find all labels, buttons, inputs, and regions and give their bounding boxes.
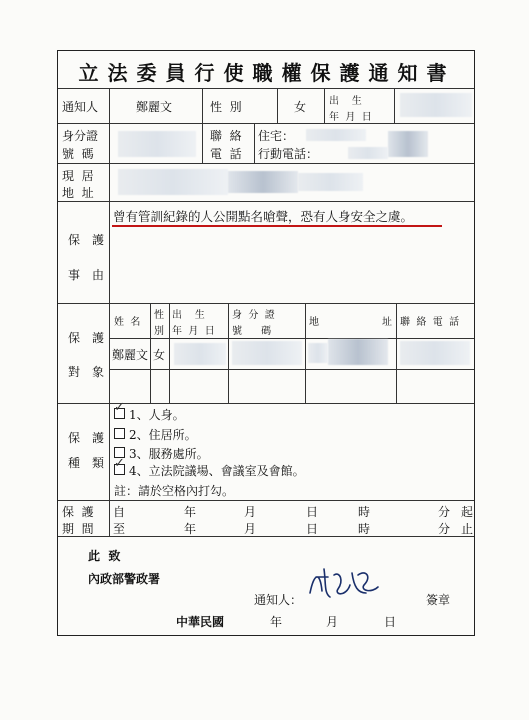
address-label-top: 現 居 — [62, 169, 94, 183]
signature-label: 通知人： — [254, 593, 303, 607]
period-from-hour: 時 — [358, 505, 371, 519]
target-label-3: 對 — [68, 365, 81, 379]
divider — [202, 123, 203, 163]
divider — [58, 201, 474, 202]
reason-text: 曾有管訓紀錄的人公開點名嗆聲，恐有人身安全之虞。 — [113, 209, 414, 224]
period-label-top: 保 護 — [62, 505, 94, 519]
check-mark-icon: ✓ — [114, 400, 125, 415]
period-from-month: 月 — [244, 505, 257, 519]
redacted-target-phone — [400, 341, 470, 365]
target-label-4: 象 — [92, 365, 105, 379]
reason-label-1: 保 — [68, 233, 81, 247]
period-to-month: 月 — [244, 522, 257, 536]
period-to-hour: 時 — [358, 522, 371, 536]
home-phone-label: 住宅： — [258, 129, 295, 143]
reason-label-3: 事 — [68, 268, 81, 282]
type-label-4: 類 — [92, 456, 105, 470]
redacted-target-address — [308, 343, 328, 363]
period-from-minute: 分 — [438, 505, 451, 519]
recipient: 內政部警政署 — [88, 572, 161, 586]
date-month: 月 — [326, 615, 339, 629]
redacted-id — [118, 131, 196, 157]
phone-label-top: 聯 絡 — [210, 129, 242, 143]
date-year: 年 — [270, 615, 283, 629]
col-header-phone: 聯 絡 電 話 — [400, 317, 460, 328]
period-from-word: 自 — [113, 505, 126, 519]
divider — [58, 500, 474, 501]
gender-value: 女 — [294, 100, 307, 114]
notification-form — [57, 50, 475, 636]
period-label-bottom: 期 間 — [62, 522, 94, 536]
divider — [109, 88, 110, 536]
type-option-4: 4、立法院議場、會議室及會館。 — [129, 464, 305, 478]
target-name: 鄭麗文 — [112, 348, 149, 362]
closing: 此 致 — [88, 549, 121, 563]
divider — [150, 303, 151, 403]
period-to-end: 止 — [461, 522, 474, 536]
id-label-top: 身分證 — [62, 129, 99, 143]
target-label-1: 保 — [68, 331, 81, 345]
period-from-start: 起 — [461, 505, 474, 519]
col-header-birth-bottom: 年 月 日 — [172, 326, 215, 337]
id-label-bottom: 號 碼 — [62, 147, 94, 161]
divider — [58, 303, 474, 304]
divider — [305, 303, 306, 403]
type-option-1: 1、人身。 — [129, 408, 185, 422]
col-header-id-bottom: 號 碼 — [232, 326, 272, 337]
birth-label-top: 出 生 — [329, 96, 362, 107]
col-header-id-top: 身 分 證 — [232, 310, 275, 321]
type-label-2: 護 — [92, 431, 105, 445]
redacted-target-address — [328, 339, 388, 365]
check-mark-icon: ✓ — [114, 456, 125, 471]
divider — [169, 303, 170, 403]
period-to-day: 日 — [306, 522, 319, 536]
type-option-3: 3、服務處所。 — [129, 447, 209, 461]
divider — [396, 303, 397, 403]
col-header-address-right: 址 — [382, 317, 392, 328]
period-from-day: 日 — [306, 505, 319, 519]
divider — [109, 369, 474, 370]
divider — [202, 88, 203, 123]
col-header-address-left: 地 — [309, 317, 319, 328]
form-title: 立法委員行使職權保護通知書 — [78, 61, 456, 85]
redacted-address — [118, 169, 228, 195]
redacted-mobile-phone — [348, 147, 388, 159]
period-to-year: 年 — [184, 522, 197, 536]
redacted-target-birth — [174, 343, 226, 365]
type-checkbox-2[interactable] — [114, 428, 125, 439]
target-label-2: 護 — [92, 331, 105, 345]
period-to-word: 至 — [113, 522, 126, 536]
col-header-birth-top: 出 生 — [172, 310, 205, 321]
signature-stamp-label: 簽章 — [426, 593, 451, 607]
divider — [394, 88, 395, 123]
type-note: 註：請於空格內打勾。 — [114, 484, 235, 498]
address-label-bottom: 地 址 — [62, 186, 94, 200]
redacted-home-phone — [306, 129, 366, 141]
divider — [58, 123, 474, 124]
redacted-target-id — [232, 341, 302, 365]
gender-label: 性 別 — [210, 100, 242, 114]
handwritten-signature — [306, 563, 384, 605]
date-era: 中華民國 — [176, 615, 225, 629]
reason-label-2: 護 — [92, 233, 105, 247]
type-label-1: 保 — [68, 431, 81, 445]
period-from-year: 年 — [184, 505, 197, 519]
redacted-address — [298, 173, 363, 191]
redacted-address — [228, 171, 298, 193]
birth-label-bottom: 年 月 日 — [329, 112, 372, 123]
divider — [324, 88, 325, 123]
divider — [109, 338, 474, 339]
target-gender: 女 — [153, 348, 166, 362]
type-option-2: 2、住居所。 — [129, 428, 197, 442]
mobile-phone-label: 行動電話： — [258, 147, 319, 161]
divider — [228, 303, 229, 403]
divider — [254, 123, 255, 163]
redacted-birthdate — [400, 93, 472, 117]
date-day: 日 — [384, 615, 397, 629]
notifier-label: 通知人 — [62, 100, 99, 114]
type-label-3: 種 — [68, 456, 81, 470]
col-header-gender-bottom: 別 — [154, 326, 164, 337]
red-underline — [112, 225, 442, 227]
notifier-name: 鄭麗文 — [136, 100, 173, 114]
phone-label-bottom: 電 話 — [210, 147, 242, 161]
col-header-name: 姓 名 — [114, 317, 141, 328]
reason-label-4: 由 — [92, 268, 105, 282]
divider — [58, 163, 474, 164]
divider — [58, 88, 474, 89]
period-to-minute: 分 — [438, 522, 451, 536]
redacted-mobile-phone — [388, 131, 428, 157]
divider — [277, 88, 278, 123]
col-header-gender-top: 性 — [154, 310, 164, 321]
